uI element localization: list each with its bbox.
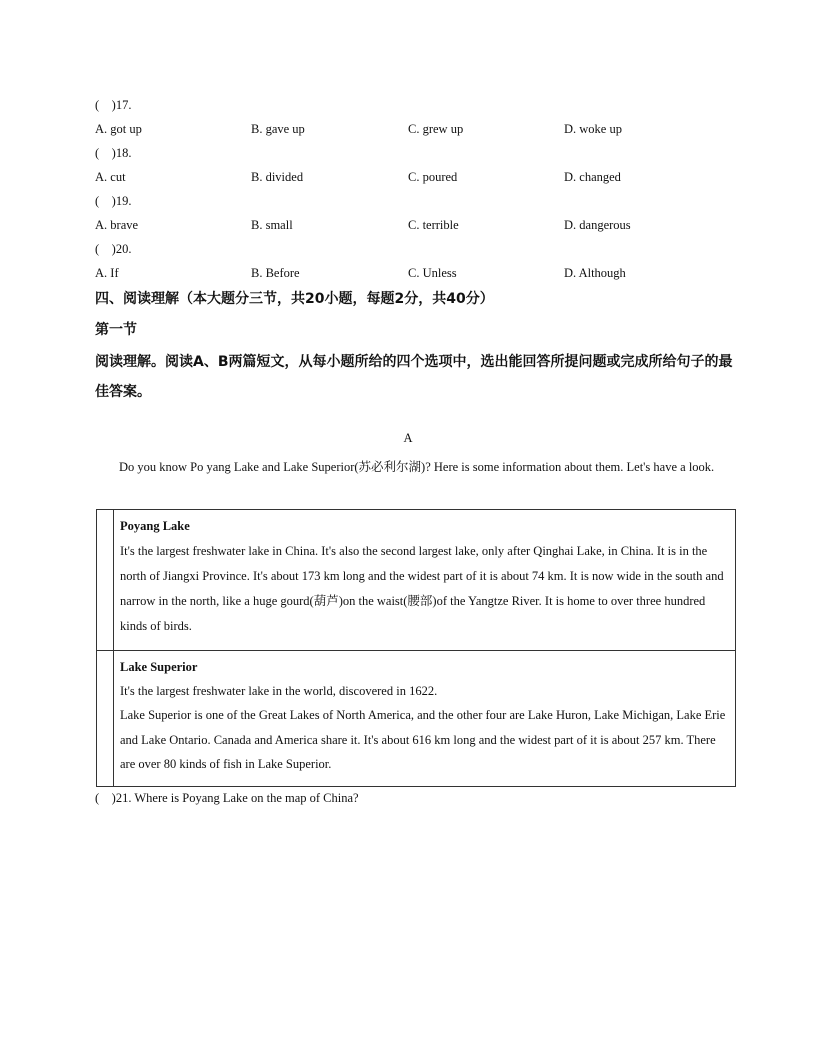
table-row-divider [97,650,735,651]
cell-line: It's the largest freshwater lake in the world, discovered in 1622. [120,684,438,699]
option-d[interactable]: D. changed [564,170,621,184]
option-d[interactable]: D. woke up [564,122,622,136]
question-19-prompt: ( )19. [95,194,132,208]
option-c[interactable]: C. poured [408,170,458,184]
option-a[interactable]: A. brave [95,218,139,232]
option-a[interactable]: A. got up [95,122,142,136]
option-c[interactable]: C. grew up [408,122,464,136]
cell-title: Poyang Lake [120,519,190,533]
option-b[interactable]: B. Before [251,266,300,280]
question-19-options [95,216,755,234]
option-b[interactable]: B. small [251,218,293,232]
option-a[interactable]: A. If [95,266,119,280]
option-d[interactable]: D. Although [564,266,626,280]
question-18-prompt: ( )18. [95,146,132,160]
option-b[interactable]: B. gave up [251,122,305,136]
passage-intro: Do you know Po yang Lake and Lake Superior(苏必利尔湖)? Here is some information about them. Let's have a look. [119,460,715,474]
option-c[interactable]: C. Unless [408,266,457,280]
cell-body: It's the largest freshwater lake in China. It's also the second largest lake, only after Qinghai Lake, in China. It is in the north of Jiangxi Province. It's about 173 km long and the widest part of it is about 74 km. It is now wide in the south and narrow in the north, like a huge gourd(葫芦)on the waist(腰部)of the Yangtze River. It is home to over three hundred kinds of birds. [120,544,724,633]
table-column-divider [113,510,114,786]
cell-body: Lake Superior is one of the Great Lakes of North America, and the other four are Lake Huron, Lake Michigan, Lake Erie and Lake Ontario. Canada and America share it. It's about 616 km long and the widest part of it is about 257 km. There are over 80 kinds of fish in Lake Superior. [120,708,726,771]
section-heading: 四、阅读理解（本大题分三节，共20小题，每题2分，共40分） [95,291,494,307]
table-cell-poyang [120,514,730,639]
cell-title: Lake Superior [120,660,198,674]
option-a[interactable]: A. cut [95,170,126,184]
info-table [96,509,736,787]
question-18-options [95,168,755,186]
question-17-options [95,120,755,138]
table-cell-superior [120,655,730,776]
option-d[interactable]: D. dangerous [564,218,631,232]
section-part: 第一节 [95,322,137,338]
option-b[interactable]: B. divided [251,170,304,184]
section-instruction: 阅读理解。阅读A、B两篇短文，从每小题所给的四个选项中，选出能回答所提问题或完成所给句子的最佳答案。 [95,354,733,400]
question-21-prompt: ( )21. Where is Poyang Lake on the map of China? [95,791,359,805]
question-20-prompt: ( )20. [95,242,132,256]
question-20-options [95,264,755,282]
option-c[interactable]: C. terrible [408,218,459,232]
passage-label: A [403,431,413,445]
question-17-prompt: ( )17. [95,98,132,112]
